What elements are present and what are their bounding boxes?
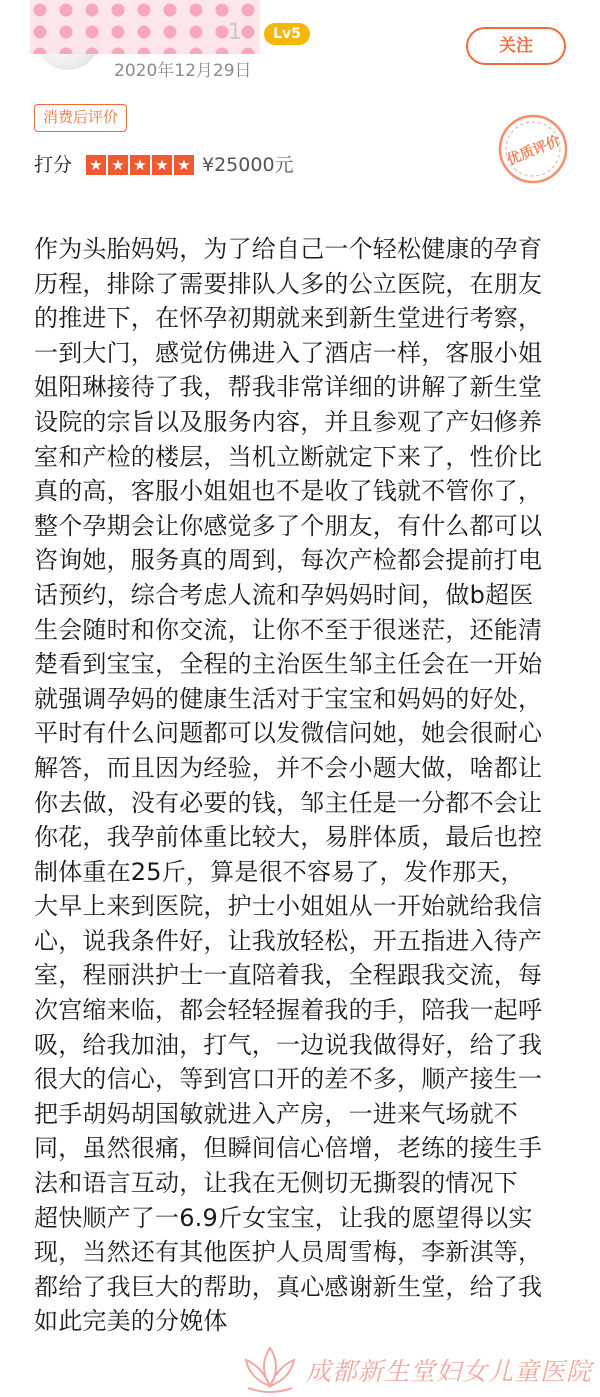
star-icon: ★ [108, 155, 128, 175]
review-line: 很大的信心，等到宫口开的差不多，顺产接生一 [34, 1065, 543, 1094]
review-line: 大早上来到医院，护士小姐姐从一开始就给我信 [34, 892, 543, 921]
review-line: 一到大门，感觉仿佛进入了酒店一样，客服小姐 [34, 338, 543, 367]
review-line: 设院的宗旨以及服务内容，并且参观了产妇修养 [34, 407, 543, 436]
review-header [0, 0, 600, 90]
review-line: 你去做，没有必要的钱，邹主任是一分都不会让 [34, 788, 543, 817]
review-line: 室和产检的楼层，当机立断就定下来了，性价比 [34, 442, 543, 471]
star-rating [86, 155, 196, 175]
star-icon: ★ [152, 155, 172, 175]
review-line: 同，虽然很痛，但瞬间信心倍增，老练的接生手 [34, 1134, 543, 1163]
review-line: 制体重在25斤，算是很不容易了，发作那天， [34, 857, 525, 886]
post-consumption-tag: 消费后评价 [34, 104, 127, 132]
masked-username [30, 0, 260, 54]
review-line: 把手胡妈胡国敏就进入产房，一进来气场就不 [34, 1099, 518, 1128]
star-icon: ★ [86, 155, 106, 175]
review-line: 都给了我巨大的帮助，真心感谢新生堂，给了我 [34, 1272, 543, 1301]
review-line: 真的高，客服小姐姐也不是收了钱就不管你了， [34, 477, 543, 506]
review-line: 生会随时和你交流，让你不至于很迷茫，还能清 [34, 615, 543, 644]
review-line: 解答，而且因为经验，并不会小题大做，啥都让 [34, 753, 543, 782]
review-line: 法和语言互动，让我在无侧切无撕裂的情况下 [34, 1169, 518, 1198]
quality-review-stamp-icon [496, 112, 570, 186]
review-line: 姐阳琳接待了我，帮我非常详细的讲解了新生堂 [34, 373, 543, 402]
review-line: 的推进下，在怀孕初期就来到新生堂进行考察， [34, 304, 543, 333]
review-line: 室，程丽洪护士一直陪着我，全程跟我交流，每 [34, 961, 543, 990]
username-tail[interactable]: 1 [228, 20, 242, 45]
price-value: ¥25000元 [202, 154, 294, 176]
follow-button[interactable]: 关注 [466, 27, 566, 65]
review-line: 话预约，综合考虑人流和孕妈妈时间，做b超医 [34, 580, 534, 609]
review-line: 楚看到宝宝，全程的主治医生邹主任会在一开始 [34, 650, 543, 679]
review-line: 心，说我条件好，让我放轻松，开五指进入待产 [34, 926, 543, 955]
stamp-text: 优质评价 [504, 132, 563, 169]
star-icon: ★ [174, 155, 194, 175]
review-line: 吸，给我加油，打气，一边说我做得好，给了我 [34, 1030, 543, 1059]
review-line: 超快顺产了一6.9斤女宝宝，让我的愿望得以实 [34, 1203, 533, 1232]
review-line: 历程，排除了需要排队人多的公立医院，在朋友 [34, 269, 543, 298]
review-line: 现，当然还有其他医护人员周雪梅，李新淇等， [34, 1238, 543, 1267]
review-line: 平时有什么问题都可以发微信问她，她会很耐心 [34, 719, 543, 748]
review-line: 就强调孕妈的健康生活对于宝宝和妈妈的好处， [34, 684, 543, 713]
review-text [34, 232, 568, 1339]
star-icon: ★ [130, 155, 150, 175]
review-line: 咨询她，服务真的周到，每次产检都会提前打电 [34, 546, 543, 575]
hospital-watermark [240, 1340, 600, 1397]
review-date: 2020年12月29日 [114, 61, 252, 81]
lotus-logo-icon [240, 1342, 300, 1394]
rating-label: 打分 [34, 154, 73, 176]
review-line: 整个孕期会让你感觉多了个朋友，有什么都可以 [34, 511, 543, 540]
user-level-badge: Lv5 [264, 23, 310, 45]
review-line: 你花，我孕前体重比较大，易胖体质，最后也控 [34, 823, 543, 852]
review-line: 次宫缩来临，都会轻轻握着我的手，陪我一起呼 [34, 996, 543, 1025]
review-line: 如此完美的分娩体 [34, 1307, 228, 1336]
watermark-text: 成都新生堂妇女儿童医院 [306, 1357, 593, 1386]
review-line: 作为头胎妈妈，为了给自己一个轻松健康的孕育 [34, 235, 543, 263]
